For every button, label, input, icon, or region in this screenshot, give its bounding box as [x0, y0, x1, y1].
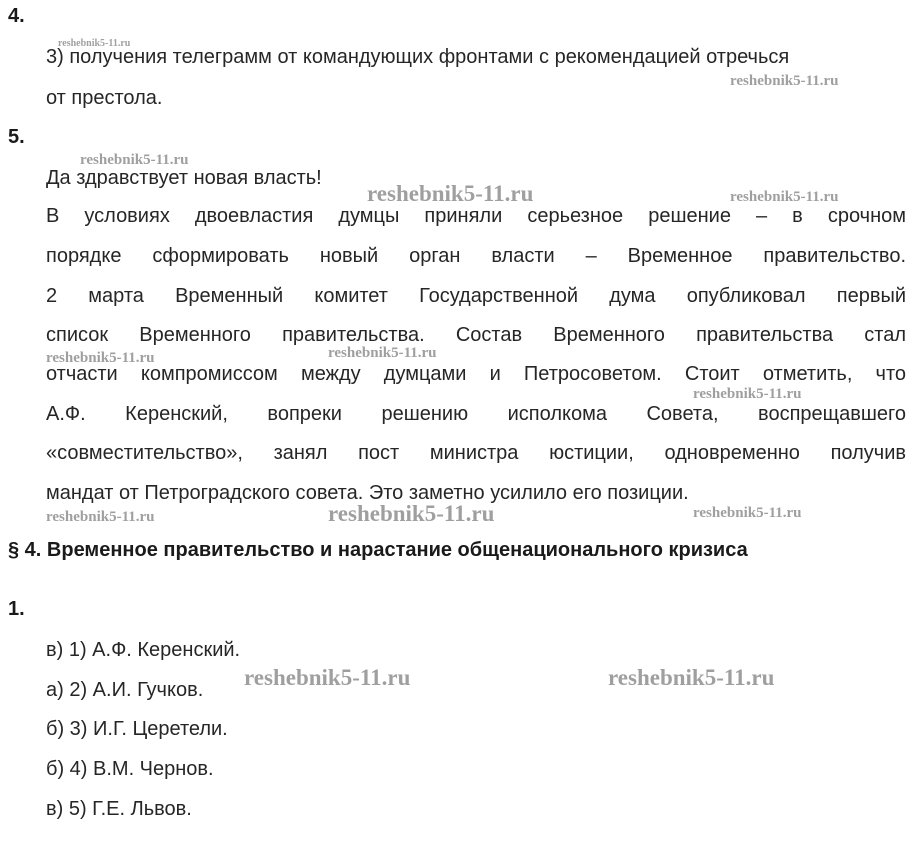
task-4-number: 4.: [8, 5, 25, 27]
task-5-line-2: порядке сформировать новый орган власти – Временное правительство.: [46, 245, 906, 267]
watermark: reshebnik5-11.ru: [46, 509, 155, 525]
task-1-answer-5: в) 5) Г.Е. Львов.: [46, 798, 192, 820]
watermark: reshebnik5-11.ru: [608, 665, 775, 690]
watermark: reshebnik5-11.ru: [328, 345, 437, 361]
watermark: reshebnik5-11.ru: [367, 181, 534, 206]
task-1-answer-1: в) 1) А.Ф. Керенский.: [46, 639, 241, 661]
watermark: reshebnik5-11.ru: [244, 665, 411, 690]
task-1-answer-4: б) 4) В.М. Чернов.: [46, 758, 214, 780]
section-heading: § 4. Временное правительство и нарастание общенационального кризиса: [8, 539, 748, 561]
task-5-line-7: «совместительство», занял пост министра юстиции, одновременно получив: [46, 442, 906, 464]
watermark: reshebnik5-11.ru: [80, 152, 189, 168]
task-1-answer-3: б) 3) И.Г. Церетели.: [46, 718, 228, 740]
watermark: reshebnik5-11.ru: [730, 189, 839, 205]
task-4-line-2: от престола.: [46, 87, 163, 109]
task-1-number: 1.: [8, 598, 25, 620]
task-5-line-5: отчасти компромиссом между думцами и Петросоветом. Стоит отметить, что: [46, 363, 906, 385]
task-5-line-4: список Временного правительства. Состав Временного правительства стал: [46, 324, 906, 346]
task-5-line-8: мандат от Петроградского совета. Это заметно усилило его позиции.: [46, 482, 689, 504]
task-5-number: 5.: [8, 126, 25, 148]
watermark: reshebnik5-11.ru: [693, 505, 802, 521]
task-5-line-1: В условиях двоевластия думцы приняли серьезное решение – в срочном: [46, 205, 906, 227]
watermark: reshebnik5-11.ru: [58, 38, 131, 49]
task-5-title: Да здравствует новая власть!: [46, 167, 322, 189]
watermark: reshebnik5-11.ru: [730, 73, 839, 89]
watermark: reshebnik5-11.ru: [693, 386, 802, 402]
task-4-line-1: 3) получения телеграмм от командующих фронтами с рекомендацией отречься: [46, 46, 790, 68]
task-5-line-6: А.Ф. Керенский, вопреки решению исполкома Совета, воспрещавшего: [46, 403, 906, 425]
task-5-line-3: 2 марта Временный комитет Государственной дума опубликовал первый: [46, 285, 906, 307]
watermark: reshebnik5-11.ru: [328, 501, 495, 526]
watermark: reshebnik5-11.ru: [46, 350, 155, 366]
task-1-answer-2: а) 2) А.И. Гучков.: [46, 679, 204, 701]
